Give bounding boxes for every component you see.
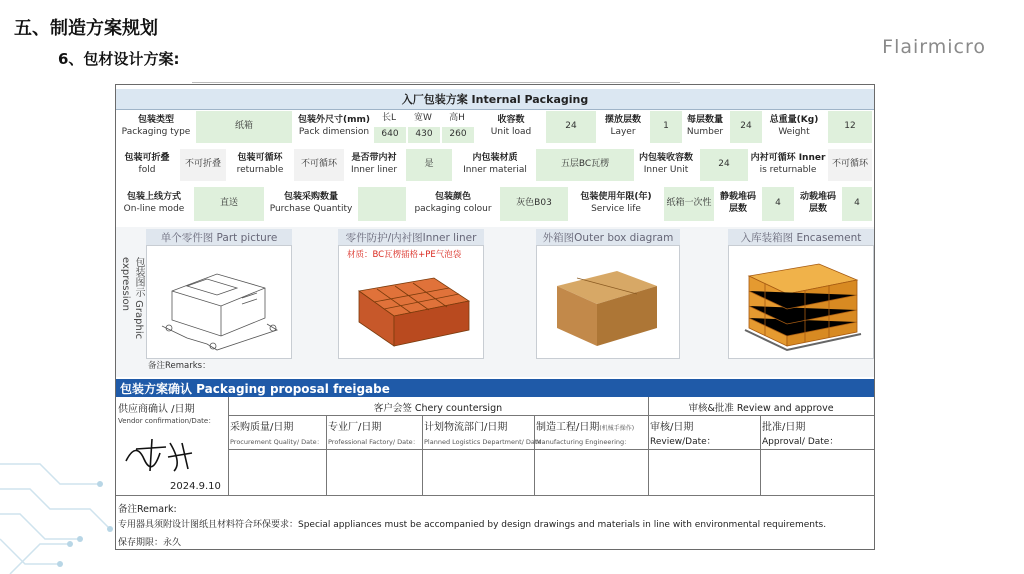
online-mode-value: 直送 <box>194 187 264 221</box>
dynamic-stack-value: 4 <box>842 187 872 221</box>
confirm-bar: 包装方案确认 Packaging proposal freigabe <box>116 379 874 397</box>
static-stack-label: 静载堆码 层数 <box>719 192 756 214</box>
row-packaging-type <box>116 109 874 145</box>
pallet-drawing <box>729 246 873 358</box>
signature-grid <box>116 397 874 495</box>
service-life-label: 包装使用年限(年) Service life <box>580 192 652 214</box>
inner-liner-value: 是 <box>406 149 452 181</box>
part-drawing <box>147 246 291 358</box>
outer-box-header: 外箱图Outer box diagram <box>536 229 680 245</box>
packaging-colour-value: 灰色B03 <box>500 187 568 221</box>
outer-box-picture <box>536 245 680 359</box>
vendor-confirm-label-en: Vendor confirmation/Date： <box>118 417 216 425</box>
weight-label: 总重量(Kg) Weight <box>769 115 819 137</box>
inner-liner-picture <box>338 245 484 359</box>
remark-text: 专用器具须附设计图纸且材料符合环保要求：Special appliances must be accompanied by design drawings and materials in line with environmental requirements. <box>118 520 827 530</box>
inner-material-value: 五层BC瓦楞 <box>536 149 634 181</box>
online-mode-label: 包装上线方式 On-line mode <box>123 192 185 214</box>
dim-l-value: 640 <box>374 127 406 143</box>
row-fold <box>116 147 874 183</box>
procurement-label: 采购质量/日期 <box>230 422 294 433</box>
encasement-header: 入库装箱图 Encasement <box>728 229 874 245</box>
layer-label: 摆放层数 Layer <box>604 115 641 137</box>
graphic-section <box>116 227 874 377</box>
vendor-date: 2024.9.10 <box>170 481 221 492</box>
returnable-label: 包装可循环 returnable <box>236 153 284 175</box>
logistics-label-en: Planned Logistics Department/ Date： <box>424 438 548 446</box>
countersign-header: 客户会签 Chery countersign <box>373 403 503 414</box>
number-value: 24 <box>730 111 762 143</box>
liner-returnable-value: 不可循环 <box>828 149 872 181</box>
weight-value: 12 <box>828 111 872 143</box>
liner-material-note: 材质：BC瓦楞插格+PE气泡袋 <box>347 250 462 260</box>
inner-material-label: 内包装材质 Inner material <box>463 153 527 175</box>
professional-label-en: Professional Factory/ Date： <box>328 438 420 446</box>
purchase-quantity-label: 包装采购数量 Purchase Quantity <box>269 192 353 214</box>
returnable-value: 不可循环 <box>294 149 344 181</box>
form-title: 入厂包装方案 Internal Packaging <box>116 89 874 110</box>
liner-returnable-label: 内衬可循环 Inner is returnable <box>750 153 826 175</box>
vendor-confirm-label: 供应商确认 /日期 <box>118 404 195 415</box>
purchase-quantity-value <box>358 187 406 221</box>
liner-drawing <box>339 246 483 358</box>
dim-w-value: 430 <box>408 127 440 143</box>
encasement-picture <box>728 245 874 359</box>
retention-text: 保存期限：永久 <box>118 538 182 548</box>
service-life-value: 纸箱一次性 <box>664 187 714 221</box>
slide-subheading: 6、包材设计方案: <box>58 50 180 68</box>
part-picture <box>146 245 292 359</box>
graphic-remarks: 备注Remarks： <box>148 361 211 371</box>
engineering-label-en: Manufacturing Engineering： <box>536 438 631 446</box>
graphic-side-label: 包装图示 Graphic expression <box>120 257 144 340</box>
inner-liner-header: 零件防护/内衬图Inner liner <box>338 229 484 245</box>
slide-heading: 五、制造方案规划 <box>14 18 158 39</box>
dim-l-label: 长L <box>381 113 396 124</box>
approval-label: 批准/日期 <box>762 422 806 433</box>
brand-logo: Flairmicro <box>882 36 986 58</box>
packaging-form <box>115 84 875 550</box>
approval-label-en: Approval/ Date： <box>762 437 839 447</box>
inner-unit-value: 24 <box>700 149 748 181</box>
vendor-signature <box>122 433 202 477</box>
row-online <box>116 185 874 223</box>
remark-label: 备注Remark: <box>118 504 177 515</box>
review-label: 审核/日期 <box>650 422 694 433</box>
review-label-en: Review/Date： <box>650 437 716 447</box>
inner-unit-label: 内包装收容数 Inner Unit <box>638 153 693 175</box>
pack-dimension-label: 包装外尺寸(mm) Pack dimension <box>298 115 370 137</box>
dim-h-value: 260 <box>442 127 474 143</box>
engineering-label: 制造工程/日期(机械手操作) <box>536 422 635 433</box>
static-stack-value: 4 <box>762 187 794 221</box>
box-drawing <box>537 246 679 358</box>
divider <box>192 82 680 83</box>
unit-load-label: 收容数 Unit load <box>490 115 532 137</box>
fold-value: 不可折叠 <box>180 149 226 181</box>
circuit-decoration <box>0 434 120 574</box>
unit-load-value: 24 <box>546 111 596 143</box>
packaging-type-label: 包装类型 Packaging type <box>121 115 191 137</box>
dim-h-label: 高H <box>449 113 465 124</box>
professional-label: 专业厂/日期 <box>328 422 382 433</box>
packaging-type-value: 纸箱 <box>196 111 292 143</box>
layer-value: 1 <box>650 111 682 143</box>
number-label: 每层数量 Number <box>686 115 724 137</box>
part-picture-header: 单个零件图 Part picture <box>146 229 292 245</box>
logistics-label: 计划物流部门/日期 <box>424 422 508 433</box>
procurement-label-en: Procurement Quality/ Date： <box>230 438 324 446</box>
packaging-colour-label: 包装颜色 packaging colour <box>414 192 492 214</box>
dynamic-stack-label: 动载堆码 层数 <box>799 192 836 214</box>
approve-header: 审核&批准 Review and approve <box>688 403 834 414</box>
fold-label: 包装可折叠 fold <box>124 153 170 175</box>
inner-liner-label: 是否带内衬 Inner liner <box>350 153 398 175</box>
dim-w-label: 宽W <box>414 113 432 124</box>
